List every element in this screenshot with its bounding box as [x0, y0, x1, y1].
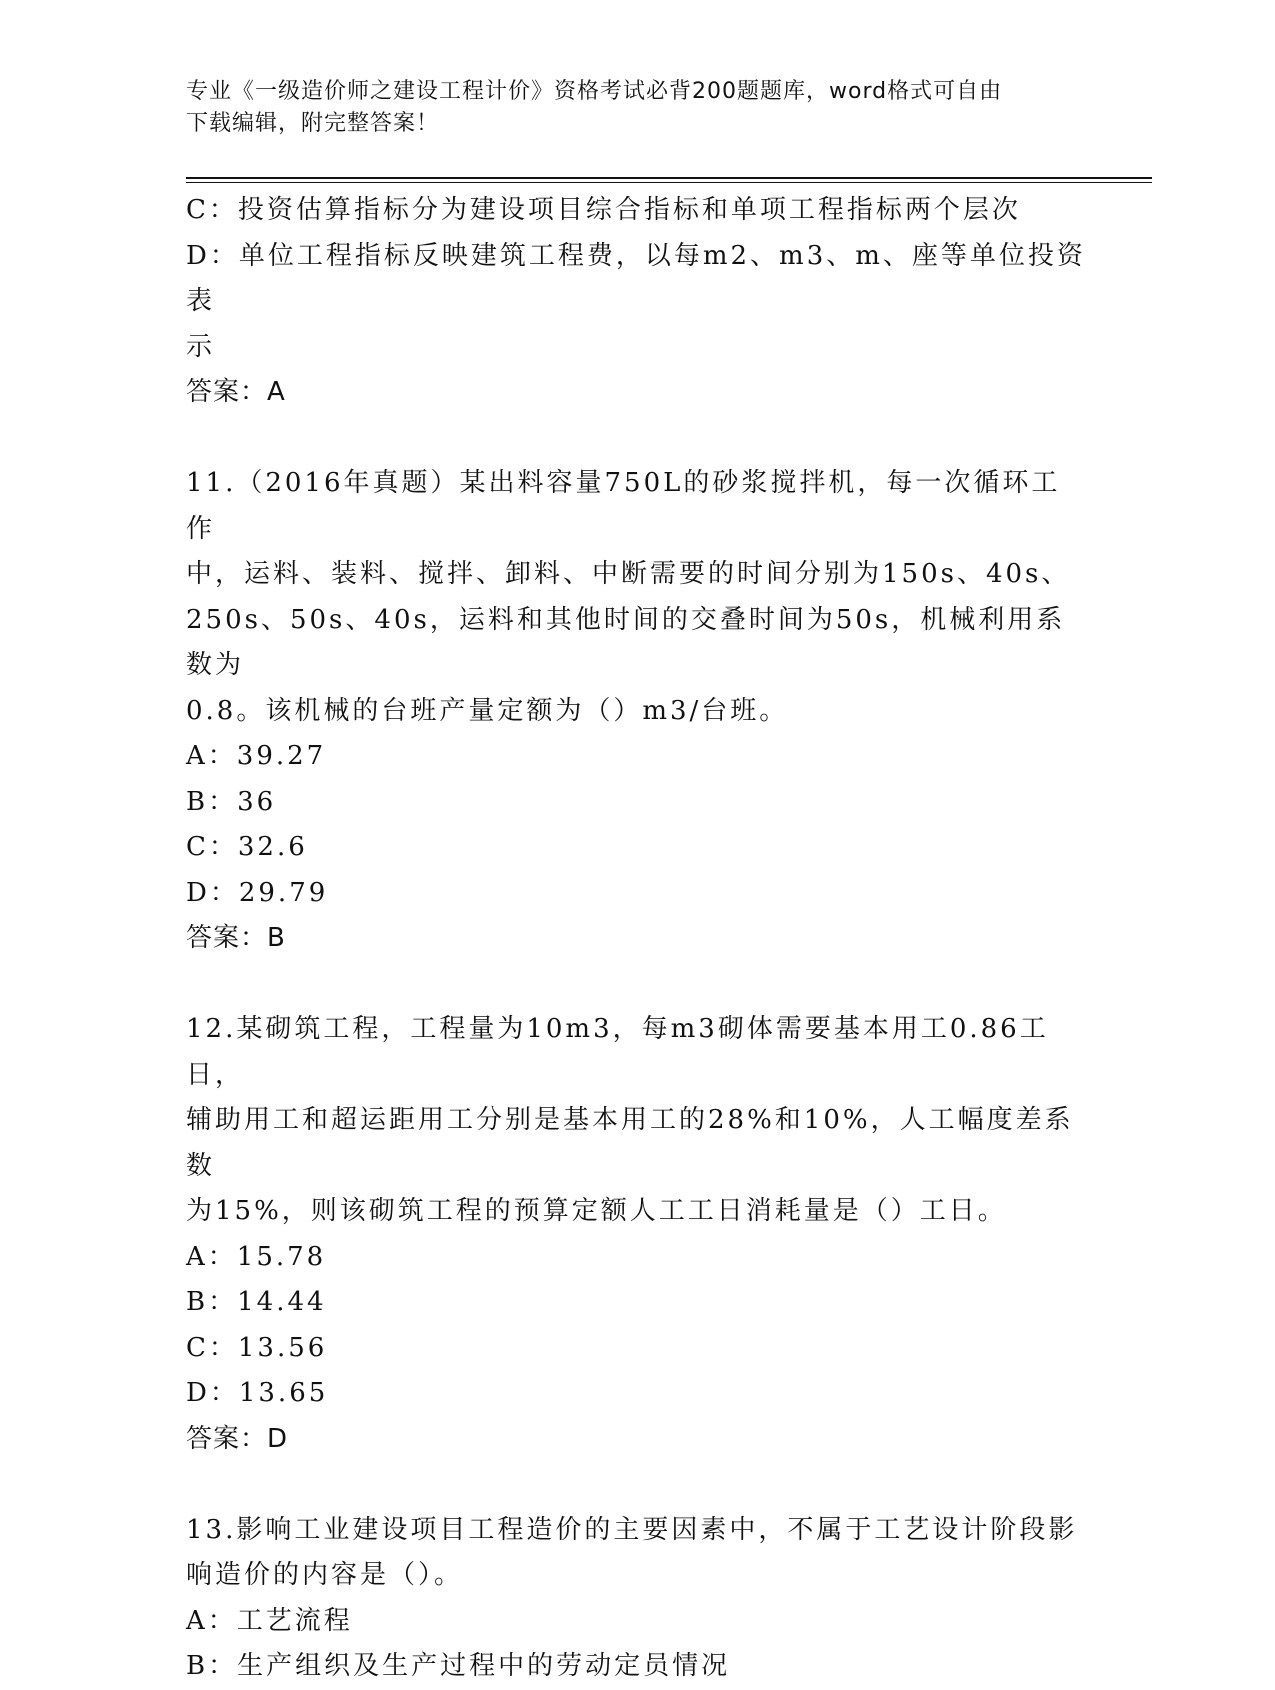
spacer: [186, 962, 1086, 1008]
question-text-line-1: 12.某砌筑工程，工程量为10m3，每m3砌体需要基本用工0.86工日，: [186, 1014, 1049, 1090]
question-text-line-4: 0.8。该机械的台班产量定额为（）m3/台班。: [186, 695, 789, 726]
question-text-line-3: 250s、50s、40s，运料和其他时间的交叠时间为50s，机械利用系数为: [186, 604, 1066, 680]
question-text-line-3: 为15%，则该砌筑工程的预算定额人工工日消耗量是（）工日。: [186, 1196, 1007, 1226]
spacer: [186, 1462, 1086, 1508]
document-body: [186, 188, 1086, 1690]
question-12: [186, 1007, 1086, 1462]
question-text-line-2: 辅助用工和超运距用工分别是基本用工的28%和10%，人工幅度差系数: [186, 1105, 1074, 1181]
answer: 答案：B: [186, 923, 286, 953]
option-a: A：39.27: [186, 741, 327, 771]
header-rule-thick: [186, 177, 1152, 179]
question-11: [186, 461, 1086, 962]
option-d-line-1: D：单位工程指标反映建筑工程费，以每m2、m3、m、座等单位投资表: [186, 240, 1086, 316]
option-d: D：29.79: [186, 877, 329, 908]
option-d-line-2: 示: [186, 331, 216, 362]
option-c: C：13.56: [186, 1332, 328, 1363]
spacer: [186, 416, 1086, 462]
document-header: [186, 76, 1086, 140]
option-d: D：13.65: [186, 1378, 329, 1408]
option-b: B：14.44: [186, 1287, 327, 1317]
option-b: B：生产组织及生产过程中的劳动定员情况: [186, 1651, 731, 1681]
option-c: C：32.6: [186, 832, 308, 862]
question-text-line-2: 中，运料、装料、搅拌、卸料、中断需要的时间分别为150s、40s、: [186, 559, 1071, 589]
question-text-line-1: 11.（2016年真题）某出料容量750L的砂浆搅拌机，每一次循环工作: [186, 468, 1061, 544]
header-line-1: 专业《一级造价师之建设工程计价》资格考试必背200题题库，word格式可自由: [186, 79, 1003, 104]
option-a: A：15.78: [186, 1241, 327, 1272]
option-c: C：投资估算指标分为建设项目综合指标和单项工程指标两个层次: [186, 195, 1021, 225]
question-13: [186, 1508, 1086, 1690]
answer: 答案：D: [186, 1423, 289, 1454]
option-b: B：36: [186, 786, 277, 817]
option-a: A：工艺流程: [186, 1605, 353, 1636]
question-text-line-1: 13.影响工业建设项目工程造价的主要因素中，不属于工艺设计阶段影: [186, 1514, 1078, 1545]
question-text-line-2: 响造价的内容是（）。: [186, 1560, 464, 1590]
question-block-previous: [186, 188, 1086, 416]
header-line-2: 下载编辑，附完整答案！: [186, 111, 440, 136]
header-rule-thin: [186, 182, 1152, 183]
answer: 答案：A: [186, 377, 286, 407]
